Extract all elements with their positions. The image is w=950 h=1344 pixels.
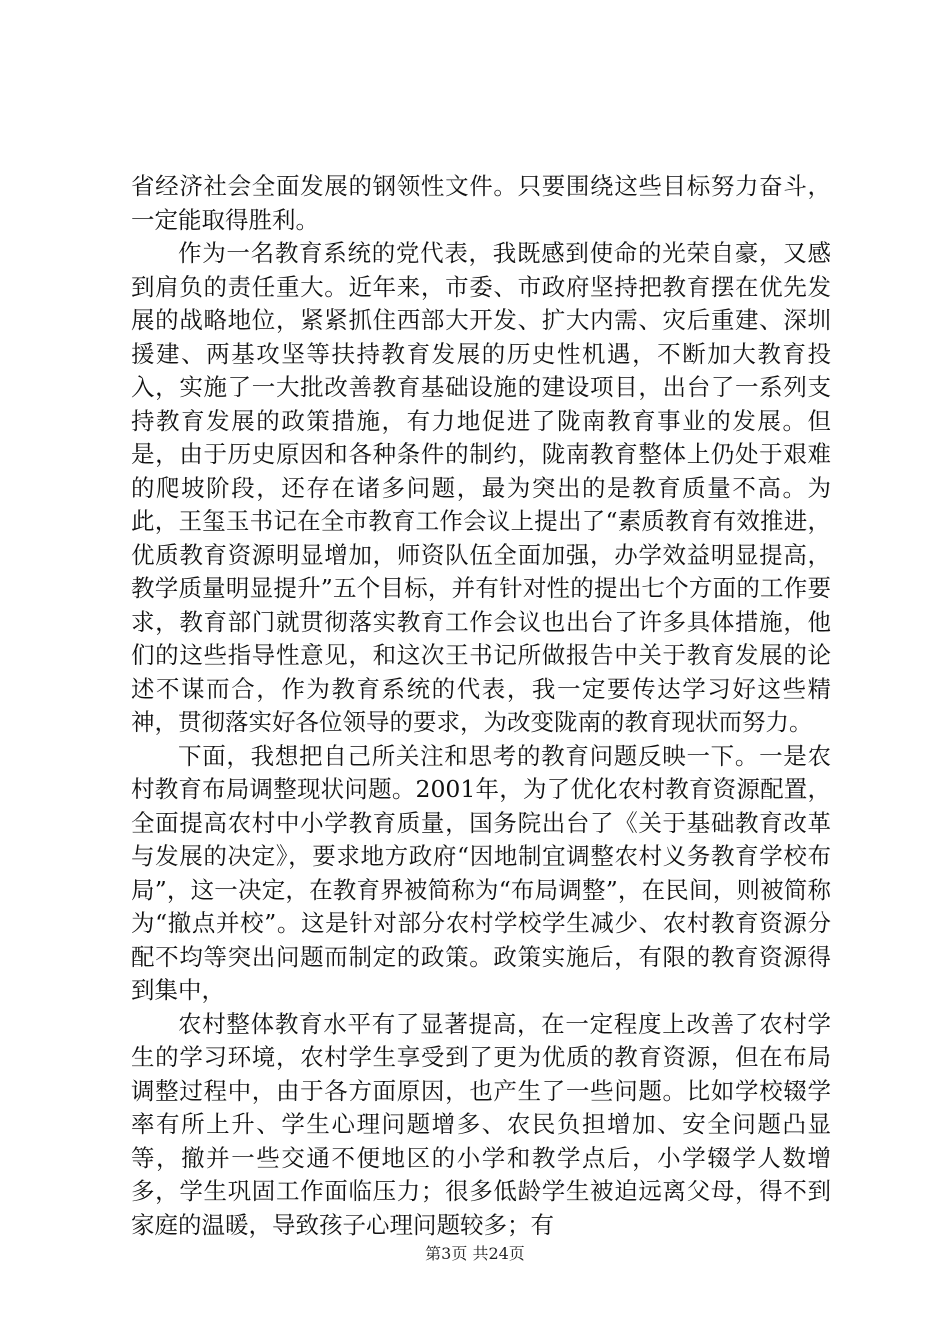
paragraph-continuation: 省经济社会全面发展的钢领性文件。只要围绕这些目标努力奋斗，一定能取得胜利。 [131,172,831,234]
page-footer: 第3页 共24页 [425,1244,525,1263]
document-body [131,170,831,1242]
paragraph-rural-education-layout: 下面，我想把自己所关注和思考的教育问题反映一下。一是农村教育布局调整现状问题。2001年，为了优化农村教育资源配置，全面提高农村中小学教育质量，国务院出台了《关于基础教育改革与发展的决定》，要求地方政府“因地制宜调整农村义务教育学校布局”，这一决定，在教育界被简称为“布局调整”，在民间，则被简称为“撤点并校”。这是针对部分农村学校学生减少、农村教育资源分配不均等突出问题而制定的政策。政策实施后，有限的教育资源得到集中， [131,741,831,1004]
paragraph-rural-education-effects: 农村整体教育水平有了显著提高，在一定程度上改善了农村学生的学习环境，农村学生享受到了更为优质的教育资源，但在布局调整过程中，由于各方面原因，也产生了一些问题。比如学校辍学率有所上升、学生心理问题增多、农民负担增加、安全问题凸显等，撤并一些交通不便地区的小学和教学点后，小学辍学人数增多，学生巩固工作面临压力；很多低龄学生被迫远离父母，得不到家庭的温暖，导致孩子心理问题较多；有 [131,1009,831,1239]
paragraph-party-representative: 作为一名教育系统的党代表，我既感到使命的光荣自豪，又感到肩负的责任重大。近年来，市委、市政府坚持把教育摆在优先发展的战略地位，紧紧抓住西部大开发、扩大内需、灾后重建、深圳援建、两基攻坚等扶持教育发展的历史性机遇，不断加大教育投入，实施了一大批改善教育基础设施的建设项目，出台了一系列支持教育发展的政策措施，有力地促进了陇南教育事业的发展。但是，由于历史原因和各种条件的制约，陇南教育整体上仍处于艰难的爬坡阶段，还存在诸多问题，最为突出的是教育质量不高。为此，王玺玉书记在全市教育工作会议上提出了“素质教育有效推进，优质教育资源明显增加，师资队伍全面加强，办学效益明显提高，教学质量明显提升”五个目标，并有针对性的提出七个方面的工作要求，教育部门就贯彻落实教育工作会议也出台了许多具体措施，他们的这些指导性意见，和这次王书记所做报告中关于教育发展的论述不谋而合，作为教育系统的代表，我一定要传达学习好这些精神，贯彻落实好各位领导的要求，为改变陇南的教育现状而努力。 [131,239,831,736]
